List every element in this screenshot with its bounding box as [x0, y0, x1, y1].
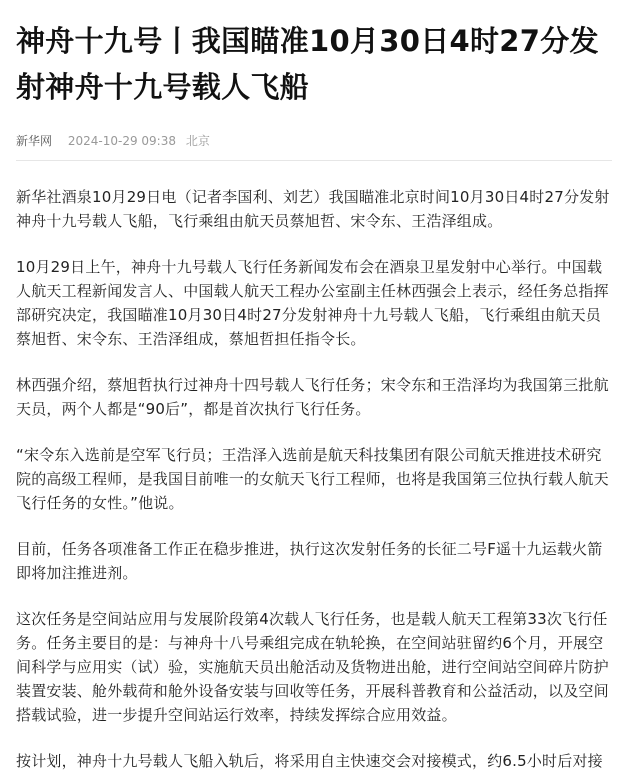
- paragraph: 这次任务是空间站应用与发展阶段第4次载人飞行任务，也是载人航天工程第33次飞行任务。任务主要目的是：与神舟十八号乘组完成在轨轮换，在空间站驻留约6个月，开展空间科学与应用实（试）验，实施航天员出舱活动及货物进出舱，进行空间站空间碎片防护装置安装、舱外载荷和舱外设备安装与回收等任务，开展科普教育和公益活动，以及空间搭载试验，进一步提升空间站运行效率，持续发挥综合应用效益。: [16, 610, 609, 724]
- source-link[interactable]: 新华网: [16, 134, 53, 148]
- article-meta: [16, 132, 612, 150]
- publish-time: 2024-10-29 09:38: [67, 134, 176, 148]
- article-body: [16, 185, 612, 773]
- paragraph: 目前，任务各项准备工作正在稳步推进，执行这次发射任务的长征二号F遥十九运载火箭即将加注推进剂。: [16, 540, 603, 582]
- paragraph: 按计划，神舟十九号载人飞船入轨后，将采用自主快速交会对接模式，约6.5小时后对接: [16, 752, 603, 770]
- divider: [16, 160, 612, 161]
- paragraph: 新华社酒泉10月29日电（记者李国利、刘艺）我国瞄准北京时间10月30日4时27分发射神舟十九号载人飞船，飞行乘组由航天员蔡旭哲、宋令东、王浩泽组成。: [16, 188, 610, 230]
- publish-location: 北京: [185, 134, 210, 148]
- paragraph: “宋令东入选前是空军飞行员；王浩泽入选前是航天科技集团有限公司航天推进技术研究院的高级工程师，是我国目前唯一的女航天飞行工程师，也将是我国第三位执行载人航天飞行任务的女性。”他说。: [16, 446, 609, 512]
- paragraph: 10月29日上午，神舟十九号载人飞行任务新闻发布会在酒泉卫星发射中心举行。中国载人航天工程新闻发言人、中国载人航天工程办公室副主任林西强会上表示，经任务总指挥部研究决定，我国瞄准10月30日4时27分发射神舟十九号载人飞船，飞行乘组由航天员蔡旭哲、宋令东、王浩泽组成，蔡旭哲担任指令长。: [16, 258, 609, 348]
- article: [16, 0, 612, 773]
- paragraph: 林西强介绍，蔡旭哲执行过神舟十四号载人飞行任务；宋令东和王浩泽均为我国第三批航天员，两个人都是“90后”，都是首次执行飞行任务。: [16, 376, 609, 418]
- article-title: 神舟十九号丨我国瞄准10月30日4时27分发射神舟十九号载人飞船: [16, 24, 599, 104]
